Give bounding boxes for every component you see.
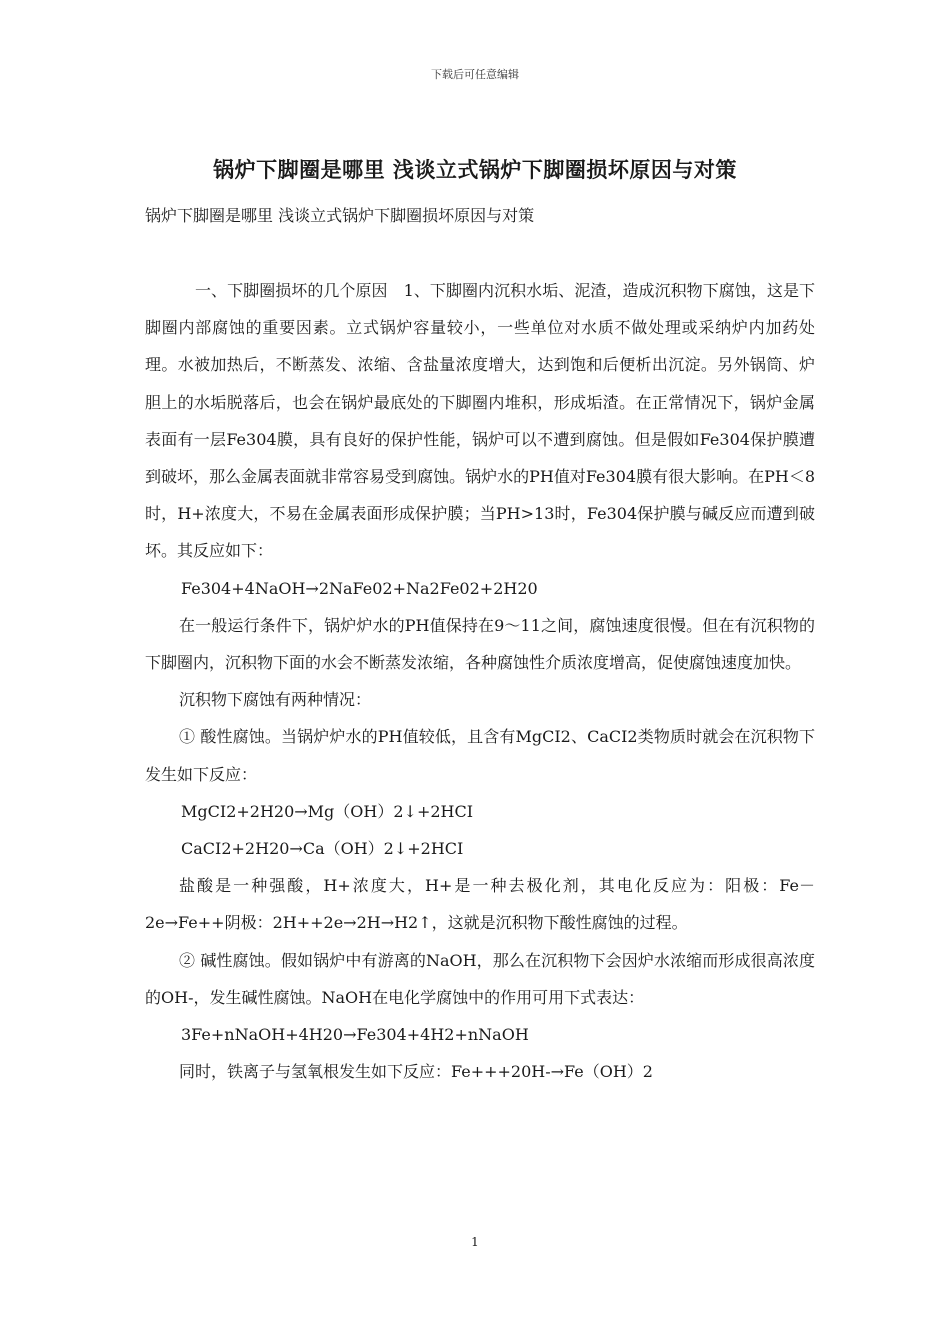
paragraph: 沉积物下腐蚀有两种情况： (179, 690, 372, 710)
equation-line: MgCI2+2H20→Mg（OH）2↓+2HCI (181, 801, 474, 821)
page-header: 下载后可任意编辑 (431, 68, 519, 81)
document-title: 锅炉下脚圈是哪里 浅谈立式锅炉下脚圈损坏原因与对策 (213, 157, 737, 182)
paragraph: 同时，铁离子与氢氧根发生如下反应：Fe+++20H-→Fe（OH）2 (179, 1062, 653, 1082)
paragraph: 盐酸是一种强酸，H+浓度大，H+是一种去极化剂，其电化反应为：阳极：Fe－2e→Fe++阴极：2H++2e→2H→H2↑，这就是沉积物下酸性腐蚀的过程。 (145, 876, 815, 933)
equation-line: CaCI2+2H20→Ca（OH）2↓+2HCI (181, 839, 464, 859)
paragraph: ② 碱性腐蚀。假如锅炉中有游离的NaOH，那么在沉积物下会因炉水浓缩而形成很高浓度的OH-，发生碱性腐蚀。NaOH在电化学腐蚀中的作用可用下式表达： (145, 950, 815, 1007)
paragraph: ① 酸性腐蚀。当锅炉炉水的PH值较低，且含有MgCI2、CaCI2类物质时就会在沉积物下发生如下反应： (145, 727, 815, 784)
document-body (145, 272, 815, 1090)
document-subtitle: 锅炉下脚圈是哪里 浅谈立式锅炉下脚圈损坏原因与对策 (145, 206, 535, 225)
paragraph: 在一般运行条件下，锅炉炉水的PH值保持在9～11之间，腐蚀速度很慢。但在有沉积物的下脚圈内，沉积物下面的水会不断蒸发浓缩，各种腐蚀性介质浓度增高，促使腐蚀速度加快。 (145, 615, 815, 673)
paragraph-causes: 一、下脚圈损坏的几个原因 1、下脚圈内沉积水垢、泥渣，造成沉积物下腐蚀，这是下脚圈内部腐蚀的重要因素。立式锅炉容量较小，一些单位对水质不做处理或采纳炉内加药处理。水被加热后，不断蒸发、浓缩、含盐量浓度增大，达到饱和后便析出沉淀。另外锅筒、炉胆上的水垢脱落后，也会在锅炉最底处的下脚圈内堆积，形成垢渣。在正常情况下，锅炉金属表面有一层Fe304膜，具有良好的保护性能，锅炉可以不遭到腐蚀。但是假如Fe304保护膜遭到破坏，那么金属表面就非常容易受到腐蚀。锅炉水的PH值对Fe304膜有很大影响。在PH＜8时，H+浓度大，不易在金属表面形成保护膜；当PH>13时，Fe304保护膜与碱反应而遭到破坏。其反应如下： (145, 281, 815, 561)
page-number: 1 (471, 1235, 479, 1249)
equation-line: Fe304+4NaOH→2NaFe02+Na2Fe02+2H20 (181, 578, 538, 598)
equation-line: 3Fe+nNaOH+4H20→Fe304+4H2+nNaOH (181, 1025, 529, 1045)
